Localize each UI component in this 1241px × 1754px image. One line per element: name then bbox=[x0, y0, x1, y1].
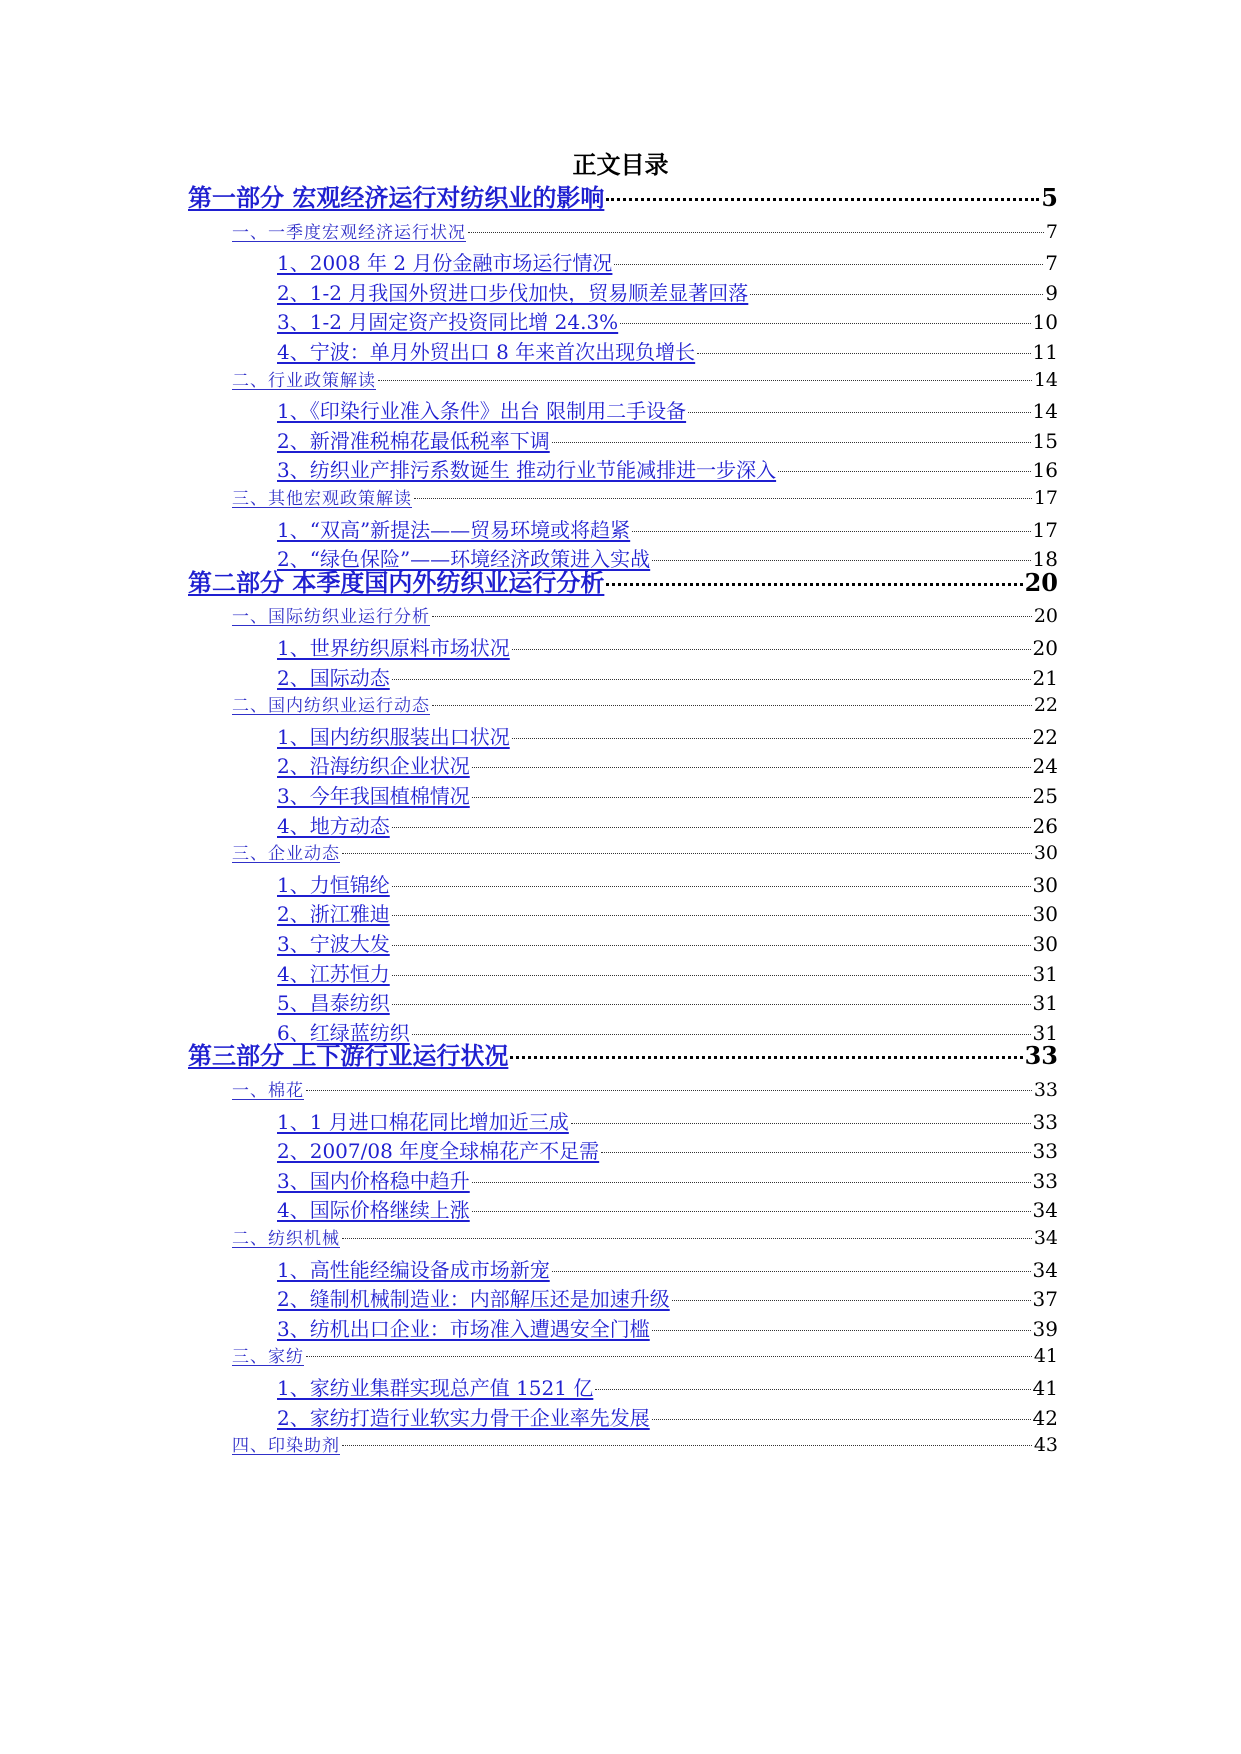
toc-entry-link[interactable]: 1、高性能经编设备成市场新宠 bbox=[277, 1257, 550, 1282]
toc-entry-link[interactable]: 第三部分 上下游行业运行状况 bbox=[188, 1041, 509, 1071]
toc-entry-link[interactable]: 2、2007/08 年度全球棉花产不足需 bbox=[277, 1139, 600, 1164]
toc-entry-link[interactable]: 2、缝制机械制造业：内部解压还是加速升级 bbox=[277, 1287, 670, 1312]
toc-entry-link[interactable]: 3、宁波大发 bbox=[277, 932, 390, 956]
dot-leader bbox=[468, 232, 1044, 233]
toc-title: 正文目录 bbox=[572, 150, 669, 179]
toc-entry-level-3[interactable] bbox=[277, 277, 1058, 306]
toc-entry-link[interactable]: 一、一季度宏观经济运行状况 bbox=[232, 222, 466, 243]
toc-page-number: 30 bbox=[1033, 842, 1058, 865]
toc-page-number: 22 bbox=[1033, 694, 1058, 717]
toc-entry-link[interactable]: 二、纺织机械 bbox=[232, 1229, 340, 1249]
dot-leader bbox=[601, 1152, 1030, 1153]
dot-leader bbox=[392, 679, 1031, 680]
toc-page-number: 34 bbox=[1032, 1198, 1058, 1223]
toc-entry-level-3[interactable] bbox=[277, 1194, 1058, 1223]
toc-page-number: 30 bbox=[1032, 932, 1058, 956]
toc-entry-level-2[interactable] bbox=[232, 1076, 1058, 1101]
toc-entry-link[interactable]: 1、家纺业集群实现总产值 1521 亿 bbox=[277, 1376, 594, 1400]
toc-page-number: 41 bbox=[1033, 1345, 1058, 1368]
dot-leader bbox=[672, 1300, 1031, 1301]
toc-entry-link[interactable]: 3、国内价格稳中趋升 bbox=[277, 1168, 470, 1193]
dot-leader bbox=[632, 531, 1030, 532]
dot-leader bbox=[342, 1238, 1032, 1239]
toc-entry-level-3[interactable] bbox=[277, 1402, 1058, 1431]
dot-leader bbox=[306, 1356, 1032, 1357]
toc-entry-link[interactable]: 1、国内纺织服装出口状况 bbox=[277, 724, 510, 749]
toc-entry-link[interactable]: 4、国际价格继续上涨 bbox=[277, 1198, 470, 1223]
toc-entry-link[interactable]: 1、1 月进口棉花同比增加近三成 bbox=[277, 1109, 569, 1134]
toc-page-number: 22 bbox=[1032, 724, 1058, 749]
toc-page-number: 15 bbox=[1032, 428, 1058, 453]
toc-entry-level-1[interactable] bbox=[188, 178, 1058, 213]
dot-leader bbox=[512, 738, 1031, 739]
toc-page-number: 30 bbox=[1032, 872, 1058, 897]
toc-entry-link[interactable]: 2、新滑准税棉花最低税率下调 bbox=[277, 428, 550, 453]
toc-page-number: 39 bbox=[1032, 1316, 1058, 1341]
dot-leader bbox=[392, 886, 1031, 887]
toc-entry-link[interactable]: 2、“绿色保险”——环境经济政策进入实战 bbox=[277, 547, 651, 572]
toc-entry-level-3[interactable] bbox=[277, 750, 1058, 779]
toc-entry-link[interactable]: 3、纺织业产排污系数诞生 推动行业节能减排进一步深入 bbox=[277, 458, 777, 483]
toc-page-number: 14 bbox=[1032, 399, 1058, 424]
toc-entry-level-3[interactable] bbox=[277, 395, 1058, 424]
toc-entry-link[interactable]: 三、其他宏观政策解读 bbox=[232, 489, 412, 509]
toc-page-number: 31 bbox=[1032, 1020, 1058, 1045]
toc-entry-link[interactable]: 1、世界纺织原料市场状况 bbox=[277, 636, 510, 660]
toc-entry-link[interactable]: 一、棉花 bbox=[232, 1081, 304, 1101]
toc-page-number: 9 bbox=[1045, 280, 1058, 305]
dot-leader bbox=[306, 1090, 1032, 1091]
toc-page-number: 20 bbox=[1024, 567, 1058, 597]
toc-page-number: 34 bbox=[1032, 1257, 1058, 1282]
dot-leader bbox=[606, 583, 1022, 586]
toc-entry-link[interactable]: 2、浙江雅迪 bbox=[277, 902, 390, 927]
toc-entry-link[interactable]: 2、沿海纺织企业状况 bbox=[277, 754, 470, 779]
toc-page-number: 18 bbox=[1032, 547, 1058, 572]
toc-entry-link[interactable]: 6、红绿蓝纺织 bbox=[277, 1020, 410, 1045]
toc-page-number: 16 bbox=[1032, 458, 1058, 483]
toc-entry-link[interactable]: 1、2008 年 2 月份金融市场运行情况 bbox=[277, 251, 613, 276]
dot-leader bbox=[552, 1271, 1031, 1272]
toc-entry-level-3[interactable] bbox=[277, 425, 1058, 454]
dot-leader bbox=[378, 380, 1032, 381]
toc-entry-level-3[interactable] bbox=[277, 780, 1058, 809]
dot-leader bbox=[552, 442, 1031, 443]
toc-entry-level-2[interactable] bbox=[232, 602, 1058, 627]
toc-page-number: 43 bbox=[1033, 1434, 1058, 1457]
dot-leader bbox=[688, 412, 1030, 413]
toc-entry-level-3[interactable] bbox=[277, 1372, 1058, 1401]
toc-entry-link[interactable]: 1、“双高”新提法——贸易环境或将趋紧 bbox=[277, 517, 631, 542]
toc-page-number: 5 bbox=[1041, 183, 1058, 212]
dot-leader bbox=[392, 1004, 1031, 1005]
toc-entry-link[interactable]: 二、行业政策解读 bbox=[232, 370, 376, 391]
toc-entry-level-2[interactable] bbox=[232, 1342, 1058, 1367]
toc-entry-level-3[interactable] bbox=[277, 869, 1058, 898]
dot-leader bbox=[472, 767, 1031, 768]
toc-page-number: 33 bbox=[1032, 1168, 1058, 1193]
toc-page-number: 30 bbox=[1032, 902, 1058, 927]
toc-entry-link[interactable]: 二、国内纺织业运行动态 bbox=[232, 696, 430, 717]
toc-entry-level-2[interactable] bbox=[232, 218, 1058, 243]
dot-leader bbox=[414, 498, 1032, 499]
dot-leader bbox=[392, 975, 1031, 976]
toc-page-number: 31 bbox=[1032, 991, 1058, 1016]
toc-entry-level-3[interactable] bbox=[277, 721, 1058, 750]
toc-entry-level-3[interactable] bbox=[277, 662, 1058, 691]
toc-page-number: 26 bbox=[1032, 813, 1058, 838]
toc-page-number: 33 bbox=[1032, 1139, 1058, 1164]
dot-leader bbox=[472, 1182, 1031, 1183]
dot-leader bbox=[571, 1123, 1031, 1124]
toc-entry-level-3[interactable] bbox=[277, 898, 1058, 927]
dot-leader bbox=[392, 945, 1031, 946]
dot-leader bbox=[392, 827, 1031, 828]
toc-page-number: 33 bbox=[1024, 1041, 1058, 1071]
toc-entry-level-3[interactable] bbox=[277, 1135, 1058, 1164]
dot-leader bbox=[512, 649, 1031, 650]
dot-leader bbox=[652, 1419, 1031, 1420]
dot-leader bbox=[392, 915, 1031, 916]
toc-entry-level-2[interactable] bbox=[232, 366, 1058, 391]
toc-entry-level-1[interactable] bbox=[188, 1036, 1058, 1071]
toc-entry-level-3[interactable] bbox=[277, 987, 1058, 1016]
toc-entry-link[interactable]: 三、家纺 bbox=[232, 1347, 304, 1368]
dot-leader bbox=[412, 1034, 1031, 1035]
toc-page-number: 17 bbox=[1033, 487, 1058, 509]
dot-leader bbox=[472, 1211, 1031, 1212]
toc-entry-link[interactable]: 2、1-2 月我国外贸进口步伐加快，贸易顺差显著回落 bbox=[277, 280, 749, 305]
toc-page-number: 14 bbox=[1033, 368, 1058, 391]
toc-entry-level-3[interactable] bbox=[277, 1313, 1058, 1342]
toc-page-number: 21 bbox=[1032, 665, 1058, 690]
dot-leader bbox=[606, 198, 1039, 201]
dot-leader bbox=[432, 616, 1032, 617]
toc-entry-level-2[interactable] bbox=[232, 839, 1058, 864]
dot-leader bbox=[342, 853, 1032, 854]
toc-entry-level-3[interactable] bbox=[277, 1106, 1058, 1135]
toc-entry-link[interactable]: 四、印染助剂 bbox=[232, 1436, 340, 1457]
toc-page-number: 20 bbox=[1033, 605, 1058, 628]
dot-leader bbox=[652, 560, 1030, 561]
dot-leader bbox=[432, 705, 1032, 706]
toc-page-number: 37 bbox=[1032, 1287, 1058, 1312]
toc-entry-link[interactable]: 3、今年我国植棉情况 bbox=[277, 784, 470, 808]
toc-entry-level-3[interactable] bbox=[277, 454, 1058, 483]
toc-entry-level-2[interactable] bbox=[232, 484, 1058, 509]
toc-entry-link[interactable]: 第一部分 宏观经济运行对纺织业的影响 bbox=[188, 183, 605, 212]
toc-entry-level-3[interactable] bbox=[277, 1165, 1058, 1194]
toc-page-number: 33 bbox=[1033, 1079, 1058, 1101]
toc-page-number: 20 bbox=[1032, 636, 1058, 660]
toc-entry-level-3[interactable] bbox=[277, 306, 1058, 335]
toc-entry-link[interactable]: 3、纺机出口企业：市场准入遭遇安全门槛 bbox=[277, 1316, 650, 1341]
toc-page-number: 11 bbox=[1032, 340, 1058, 364]
toc-entry-link[interactable]: 4、宁波：单月外贸出口 8 年来首次出现负增长 bbox=[277, 340, 696, 364]
dot-leader bbox=[652, 1330, 1031, 1331]
dot-leader bbox=[750, 294, 1043, 295]
toc-page-number: 17 bbox=[1032, 517, 1058, 542]
toc-entry-link[interactable]: 三、企业动态 bbox=[232, 844, 340, 865]
toc-entry-link[interactable]: 1、力恒锦纶 bbox=[277, 872, 390, 897]
toc-page-number: 42 bbox=[1032, 1405, 1058, 1430]
dot-leader bbox=[595, 1389, 1030, 1390]
dot-leader bbox=[614, 264, 1043, 265]
dot-leader bbox=[510, 1056, 1022, 1059]
dot-leader bbox=[342, 1445, 1032, 1446]
toc-entry-level-3[interactable] bbox=[277, 1254, 1058, 1283]
toc-entry-link[interactable]: 1、《印染行业准入条件》出台 限制用二手设备 bbox=[277, 399, 687, 424]
toc-entry-link[interactable]: 第二部分 本季度国内外纺织业运行分析 bbox=[188, 567, 605, 597]
toc-page-number: 25 bbox=[1032, 784, 1058, 808]
toc-entry-level-2[interactable] bbox=[232, 691, 1058, 716]
toc-entry-level-3[interactable] bbox=[277, 1283, 1058, 1312]
toc-entry-level-2[interactable] bbox=[232, 1224, 1058, 1249]
dot-leader bbox=[778, 471, 1030, 472]
toc-entry-link[interactable]: 4、江苏恒力 bbox=[277, 961, 390, 986]
toc-entry-link[interactable]: 3、1-2 月固定资产投资同比增 24.3% bbox=[277, 310, 619, 335]
toc-entry-level-3[interactable] bbox=[277, 928, 1058, 957]
toc-entry-link[interactable]: 2、国际动态 bbox=[277, 665, 390, 690]
toc-entry-level-3[interactable] bbox=[277, 958, 1058, 987]
toc-page-number: 31 bbox=[1032, 961, 1058, 986]
toc-page-number: 34 bbox=[1033, 1227, 1058, 1249]
toc-entry-level-3[interactable] bbox=[277, 247, 1058, 276]
toc-page-number: 33 bbox=[1032, 1109, 1058, 1134]
toc-entry-link[interactable]: 4、地方动态 bbox=[277, 813, 390, 838]
toc-page-number: 10 bbox=[1032, 310, 1058, 335]
toc-page-number: 7 bbox=[1045, 220, 1058, 243]
toc-page-number: 7 bbox=[1045, 251, 1058, 276]
dot-leader bbox=[620, 323, 1030, 324]
toc-entry-level-3[interactable] bbox=[277, 632, 1058, 661]
toc-page-number: 24 bbox=[1032, 754, 1058, 779]
toc-page-number: 41 bbox=[1032, 1376, 1058, 1400]
dot-leader bbox=[472, 797, 1031, 798]
toc-entry-link[interactable]: 2、家纺打造行业软实力骨干企业率先发展 bbox=[277, 1405, 650, 1430]
toc-entry-level-3[interactable] bbox=[277, 514, 1058, 543]
toc-entry-level-3[interactable] bbox=[277, 810, 1058, 839]
toc-entry-link[interactable]: 一、国际纺织业运行分析 bbox=[232, 607, 430, 628]
dot-leader bbox=[697, 353, 1030, 354]
toc-entry-link[interactable]: 5、昌泰纺织 bbox=[277, 991, 390, 1016]
toc-entry-level-2[interactable] bbox=[232, 1431, 1058, 1456]
toc-entry-level-1[interactable] bbox=[188, 563, 1058, 598]
toc-entry-level-3[interactable] bbox=[277, 336, 1058, 365]
